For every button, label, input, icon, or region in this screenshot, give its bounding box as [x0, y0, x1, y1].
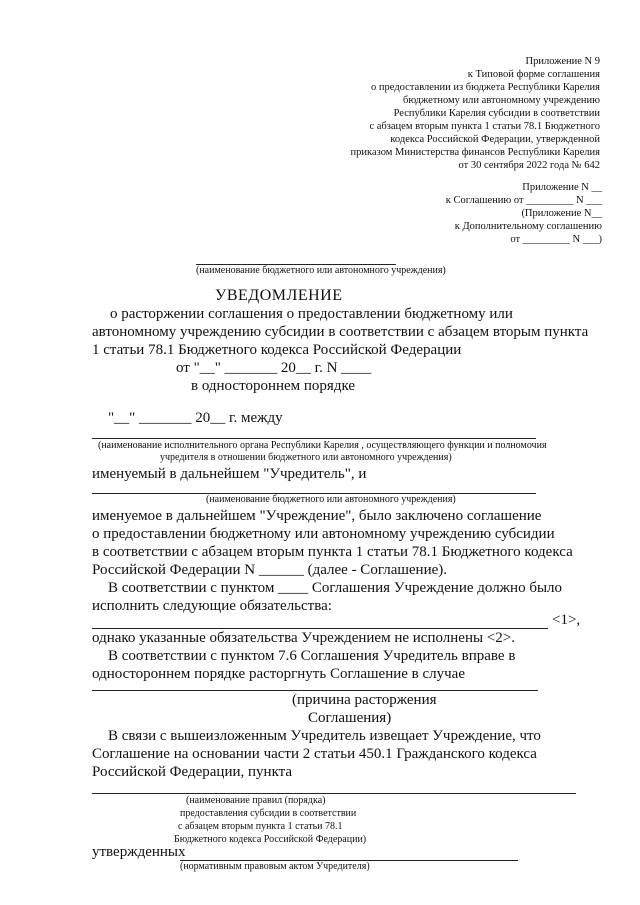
rules-caption-3: с абзацем вторым пункта 1 статьи 78.1: [178, 821, 343, 832]
paragraph-4-line-2: одностороннем порядке расторгнуть Соглашение в случае: [92, 666, 465, 682]
paragraph-5-line-2: Соглашение на основании части 2 статьи 450.1 Гражданского кодекса: [92, 746, 537, 762]
reason-caption-2: Соглашения): [308, 710, 392, 726]
header-line: кодекса Российской Федерации, утвержденной: [390, 134, 600, 145]
appendix-line: Приложение N __: [522, 182, 602, 193]
paragraph-3: однако указанные обязательства Учреждением не исполнены <2>.: [92, 630, 515, 646]
header-line: с абзацем вторым пункта 1 статьи 78.1 Бюджетного: [369, 121, 600, 132]
paragraph-1-line-1: именуемое в дальнейшем "Учреждение", было заключено соглашение: [92, 508, 542, 524]
paragraph-2-line-2: исполнить следующие обязательства:: [92, 598, 332, 614]
appendix-line: к Дополнительному соглашению: [454, 221, 602, 232]
founder-caption-1: (наименование исполнительного органа Республики Карелия , осуществляющего функции и полномочия: [98, 440, 547, 451]
rules-name-line: [92, 793, 576, 794]
header-block: [351, 55, 600, 172]
subtitle-line-2: автономному учреждению субсидии в соответствии с абзацем вторым пункта: [92, 324, 589, 340]
paragraph-5-line-3: Российской Федерации, пункта: [92, 764, 293, 780]
header-line: о предоставлении из бюджета Республики Карелия: [371, 82, 600, 93]
obligations-line: [92, 628, 548, 629]
paragraph-5-line-1: В связи с вышеизложенным Учредитель извещает Учреждение, что: [108, 728, 541, 744]
subtitle-line-3: 1 статьи 78.1 Бюджетного кодекса Российской Федерации: [92, 342, 462, 358]
founder-caption-2: учредителя в отношении бюджетного или автономного учреждения): [160, 452, 452, 463]
date-line: "__" _______ 20__ г. между: [108, 410, 283, 426]
act-caption: (нормативным правовым актом Учредителя): [180, 861, 370, 872]
rules-caption-1: (наименование правил (порядка): [186, 795, 326, 806]
appendix-line: к Соглашению от _________ N ___: [445, 195, 602, 206]
approved-label: утвержденных: [92, 844, 186, 860]
reason-caption-1: (причина расторжения: [292, 692, 437, 708]
paragraph-1-line-4: Российской Федерации N ______ (далее - Соглашение).: [92, 562, 448, 578]
header-line: приказом Министерства финансов Республики Карелия: [350, 147, 600, 158]
header-line: к Типовой форме соглашения: [467, 69, 600, 80]
header-line: Приложение N 9: [525, 56, 600, 67]
rules-caption-4: Бюджетного кодекса Российской Федерации): [174, 834, 367, 845]
appendix-line: (Приложение N__: [521, 208, 602, 219]
appendix-block: [446, 181, 602, 246]
footnote-ref-1: <1>,: [552, 612, 581, 628]
document-title: УВЕДОМЛЕНИЕ: [215, 287, 343, 304]
founder-named-text: именуемый в дальнейшем "Учредитель", и: [92, 466, 367, 482]
paragraph-4-line-1: В соответствии с пунктом 7.6 Соглашения Учредитель вправе в: [108, 648, 516, 664]
rules-caption-2: предоставления субсидии в соответствии: [180, 808, 357, 819]
header-line: от 30 сентября 2022 года № 642: [458, 160, 600, 171]
subtitle-line-1: о расторжении соглашения о предоставлении бюджетному или: [110, 306, 513, 322]
paragraph-1-line-3: в соответствии с абзацем вторым пункта 1 статьи 78.1 Бюджетного кодекса: [92, 544, 573, 560]
subtitle-line-5: в одностороннем порядке: [191, 378, 356, 394]
paragraph-2-line-1: В соответствии с пунктом ____ Соглашения Учреждение должно было: [108, 580, 563, 596]
header-line: Республики Карелия субсидии в соответствии: [393, 108, 600, 119]
institution-caption: (наименование бюджетного или автономного учреждения): [206, 494, 456, 505]
recipient-caption: (наименование бюджетного или автономного учреждения): [196, 265, 446, 276]
subtitle-line-4: от "__" _______ 20__ г. N ____: [176, 360, 372, 376]
header-line: бюджетному или автономному учреждению: [403, 95, 600, 106]
founder-name-line: [92, 438, 536, 439]
paragraph-1-line-2: о предоставлении бюджетному или автономному учреждению субсидии: [92, 526, 555, 542]
appendix-line: от _________ N ___): [510, 234, 602, 245]
reason-line: [92, 690, 538, 691]
